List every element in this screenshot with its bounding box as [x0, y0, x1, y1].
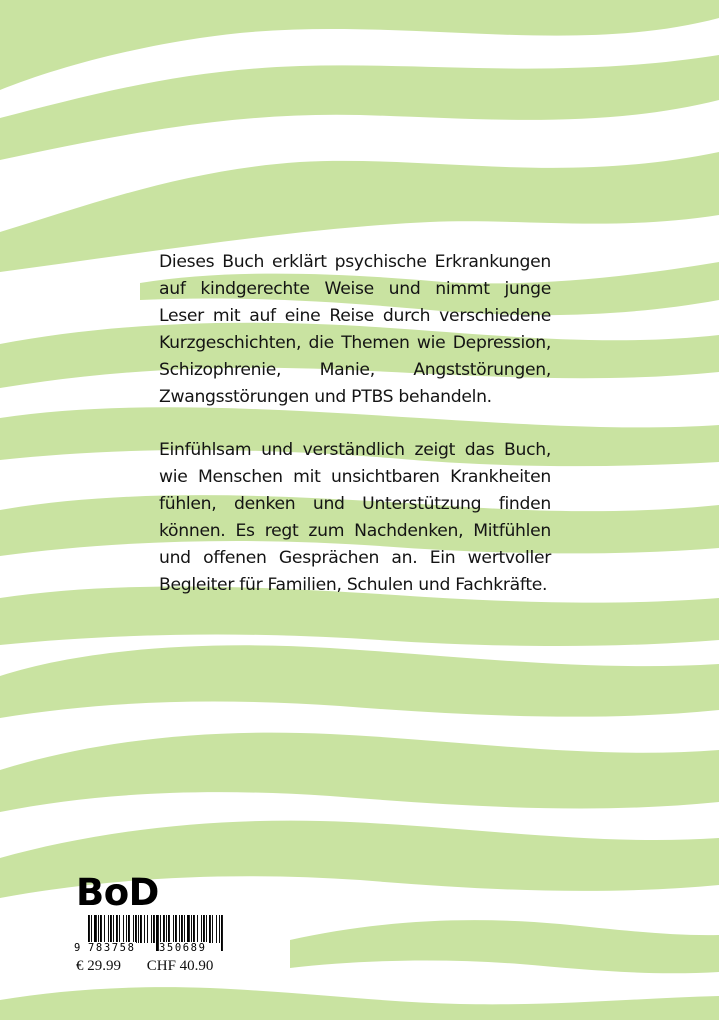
price-eur: € 29.99	[76, 958, 121, 974]
isbn-group-left: 783758	[88, 942, 136, 954]
isbn-number	[74, 942, 226, 955]
isbn-barcode	[74, 915, 226, 955]
price-line	[76, 958, 213, 975]
isbn-group-right: 350689	[159, 942, 207, 954]
publisher-logo: BoD	[76, 871, 159, 914]
isbn-lead-digit: 9	[74, 942, 81, 954]
blurb-paragraph: Einfühlsam und verständlich zeigt das Buch, wie Menschen mit unsichtbaren Krankheiten fühlen, denken und Unterstützung finden können. Es regt zum Nachdenken, Mitfühlen und offenen Gesprächen an. Ein wertvoller Begleiter für Familien, Schulen und Fachkräfte.	[159, 440, 551, 595]
back-cover-blurb	[159, 249, 551, 625]
blurb-paragraph: Dieses Buch erklärt psychische Erkrankungen auf kindgerechte Weise und nimmt junge Leser mit auf eine Reise durch verschiedene Kurzgeschichten, die Themen wie Depression, Schizophrenie, Manie, Angststörungen, Zwangsstörungen und PTBS behandeln.	[159, 252, 551, 407]
price-chf: CHF 40.90	[146, 958, 214, 974]
